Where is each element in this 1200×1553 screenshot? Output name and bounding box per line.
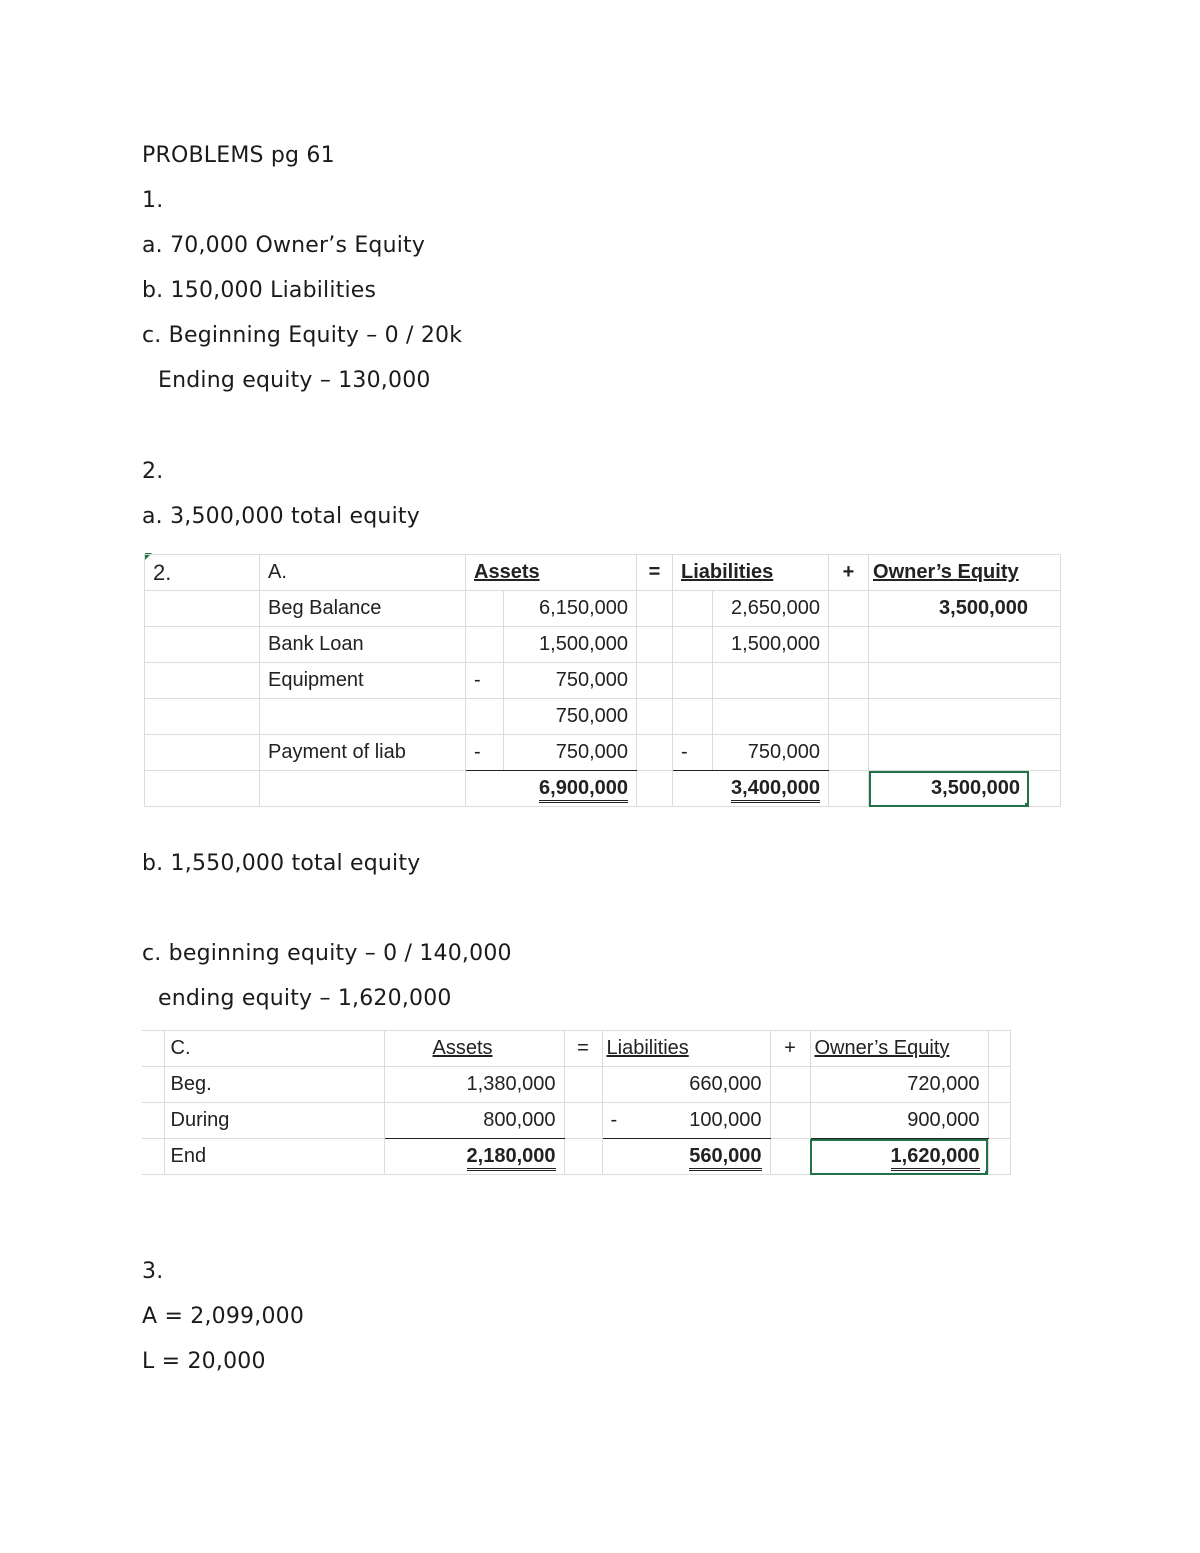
liabilities-value[interactable]: 2,650,000 (713, 591, 829, 627)
plus-sign[interactable]: + (770, 1031, 810, 1067)
empty-cell[interactable] (1029, 771, 1061, 807)
row-label[interactable]: During (164, 1103, 384, 1139)
table-problem-2a (144, 554, 1061, 807)
empty-cell[interactable] (637, 663, 673, 699)
assets-value[interactable]: 750,000 (504, 663, 637, 699)
table-header-row (145, 555, 1061, 591)
plus-sign[interactable]: + (829, 555, 869, 591)
empty-cell[interactable] (142, 1031, 164, 1067)
empty-cell[interactable] (564, 1139, 602, 1175)
table-row (142, 1103, 1010, 1139)
assets-sign[interactable] (466, 699, 504, 735)
equity-value[interactable]: 900,000 (810, 1103, 988, 1139)
equity-value[interactable] (869, 699, 1061, 735)
empty-cell[interactable] (564, 1103, 602, 1139)
liabilities-value[interactable] (713, 663, 829, 699)
problem-2-c-ending: ending equity – 1,620,000 (158, 986, 452, 1011)
table-row (145, 627, 1061, 663)
liabilities-sign[interactable] (673, 627, 713, 663)
empty-cell[interactable] (637, 771, 673, 807)
empty-cell[interactable] (988, 1103, 1010, 1139)
liabilities-sign[interactable]: - (673, 735, 713, 771)
liabilities-value[interactable] (602, 1067, 770, 1103)
empty-cell[interactable] (988, 1031, 1010, 1067)
empty-cell[interactable] (829, 699, 869, 735)
problem-2-a: a. 3,500,000 total equity (142, 504, 420, 529)
empty-cell[interactable] (988, 1139, 1010, 1175)
empty-cell[interactable] (637, 699, 673, 735)
liabilities-total-value: 3,400,000 (731, 777, 820, 803)
table-problem-2c (142, 1030, 1011, 1175)
liabilities-value[interactable] (713, 699, 829, 735)
assets-value[interactable]: 1,500,000 (504, 627, 637, 663)
liabilities-amount: 100,000 (689, 1109, 762, 1131)
equals-sign[interactable]: = (637, 555, 673, 591)
empty-cell[interactable] (829, 771, 869, 807)
part-label[interactable]: C. (164, 1031, 384, 1067)
equity-value[interactable]: 720,000 (810, 1067, 988, 1103)
empty-cell[interactable] (145, 663, 260, 699)
empty-cell[interactable] (637, 735, 673, 771)
liabilities-sign[interactable] (673, 663, 713, 699)
empty-cell[interactable] (988, 1067, 1010, 1103)
empty-cell[interactable] (145, 627, 260, 663)
assets-sign[interactable] (466, 591, 504, 627)
liabilities-sign: - (610, 1109, 618, 1131)
totals-row (142, 1139, 1010, 1175)
empty-cell[interactable] (145, 771, 260, 807)
problem-2-number: 2. (142, 459, 164, 484)
assets-value[interactable]: 750,000 (504, 735, 637, 771)
equity-value[interactable] (869, 627, 1061, 663)
liabilities-sign[interactable] (673, 699, 713, 735)
empty-cell[interactable] (770, 1067, 810, 1103)
liabilities-value[interactable] (602, 1103, 770, 1139)
problem-3-number: 3. (142, 1259, 164, 1284)
table-row (142, 1067, 1010, 1103)
table-row (145, 699, 1061, 735)
assets-header[interactable]: Assets (466, 555, 637, 591)
problem-1-number: 1. (142, 188, 164, 213)
empty-cell[interactable] (637, 591, 673, 627)
row-label[interactable]: Beg Balance (260, 591, 466, 627)
empty-cell[interactable] (637, 627, 673, 663)
row-label[interactable]: Beg. (164, 1067, 384, 1103)
assets-value[interactable]: 800,000 (384, 1103, 564, 1139)
corner-cell[interactable]: 2. (145, 555, 260, 591)
totals-row (145, 771, 1061, 807)
assets-sign[interactable]: - (466, 735, 504, 771)
problem-2-c-beginning: c. beginning equity – 0 / 140,000 (142, 941, 512, 966)
empty-cell[interactable] (145, 735, 260, 771)
empty-cell[interactable] (829, 735, 869, 771)
assets-sign[interactable] (466, 627, 504, 663)
liabilities-value[interactable]: 1,500,000 (713, 627, 829, 663)
empty-cell[interactable] (142, 1139, 164, 1175)
problem-1-a: a. 70,000 Owner’s Equity (142, 233, 426, 258)
problem-3-assets: A = 2,099,000 (142, 1304, 305, 1329)
equity-value[interactable] (869, 663, 1061, 699)
problem-1-c-beginning: c. Beginning Equity – 0 / 20k (142, 323, 463, 348)
row-label[interactable]: Bank Loan (260, 627, 466, 663)
liabilities-header[interactable]: Liabilities (673, 555, 829, 591)
row-label[interactable]: Equipment (260, 663, 466, 699)
owners-equity-header[interactable]: Owner’s Equity (810, 1031, 988, 1067)
assets-total-value: 6,900,000 (539, 777, 628, 803)
equity-value[interactable]: 3,500,000 (869, 591, 1061, 627)
empty-cell[interactable] (770, 1139, 810, 1175)
liabilities-amount: 660,000 (689, 1073, 762, 1095)
liabilities-total-value: 560,000 (689, 1145, 761, 1171)
empty-cell[interactable] (564, 1067, 602, 1103)
table-row (145, 735, 1061, 771)
liabilities-value[interactable]: 750,000 (713, 735, 829, 771)
empty-cell[interactable] (770, 1103, 810, 1139)
empty-cell[interactable] (142, 1103, 164, 1139)
assets-total-value: 2,180,000 (467, 1145, 556, 1171)
empty-cell[interactable] (829, 591, 869, 627)
part-label[interactable]: A. (260, 555, 466, 591)
assets-total[interactable] (384, 1139, 564, 1175)
row-label[interactable]: End (164, 1139, 384, 1175)
assets-value[interactable]: 6,150,000 (504, 591, 637, 627)
equity-total-selected-cell[interactable]: 3,500,000 (869, 771, 1029, 807)
table-row (145, 591, 1061, 627)
liabilities-total[interactable] (602, 1139, 770, 1175)
liabilities-header[interactable]: Liabilities (602, 1031, 770, 1067)
equity-value[interactable] (869, 735, 1061, 771)
row-label[interactable] (260, 699, 466, 735)
assets-value[interactable]: 750,000 (504, 699, 637, 735)
assets-value[interactable]: 1,380,000 (384, 1067, 564, 1103)
assets-total[interactable] (466, 771, 637, 807)
problem-1-b: b. 150,000 Liabilities (142, 278, 377, 303)
empty-cell[interactable] (260, 771, 466, 807)
empty-cell[interactable] (829, 663, 869, 699)
row-label[interactable]: Payment of liab (260, 735, 466, 771)
page-title: PROBLEMS pg 61 (142, 143, 335, 168)
owners-equity-header[interactable]: Owner’s Equity (869, 555, 1061, 591)
empty-cell[interactable] (145, 591, 260, 627)
liabilities-sign[interactable] (673, 591, 713, 627)
empty-cell[interactable] (145, 699, 260, 735)
empty-cell[interactable] (829, 627, 869, 663)
problem-2-b: b. 1,550,000 total equity (142, 851, 421, 876)
empty-cell[interactable] (142, 1067, 164, 1103)
problem-3-liabilities: L = 20,000 (142, 1349, 266, 1374)
assets-sign[interactable]: - (466, 663, 504, 699)
table-row (145, 663, 1061, 699)
assets-header[interactable]: Assets (384, 1031, 564, 1067)
problem-1-c-ending: Ending equity – 130,000 (158, 368, 431, 393)
table-header-row (142, 1031, 1010, 1067)
equity-total-selected-cell[interactable] (810, 1139, 988, 1175)
equity-total-value: 1,620,000 (891, 1145, 980, 1171)
equals-sign[interactable]: = (564, 1031, 602, 1067)
liabilities-total[interactable] (673, 771, 829, 807)
